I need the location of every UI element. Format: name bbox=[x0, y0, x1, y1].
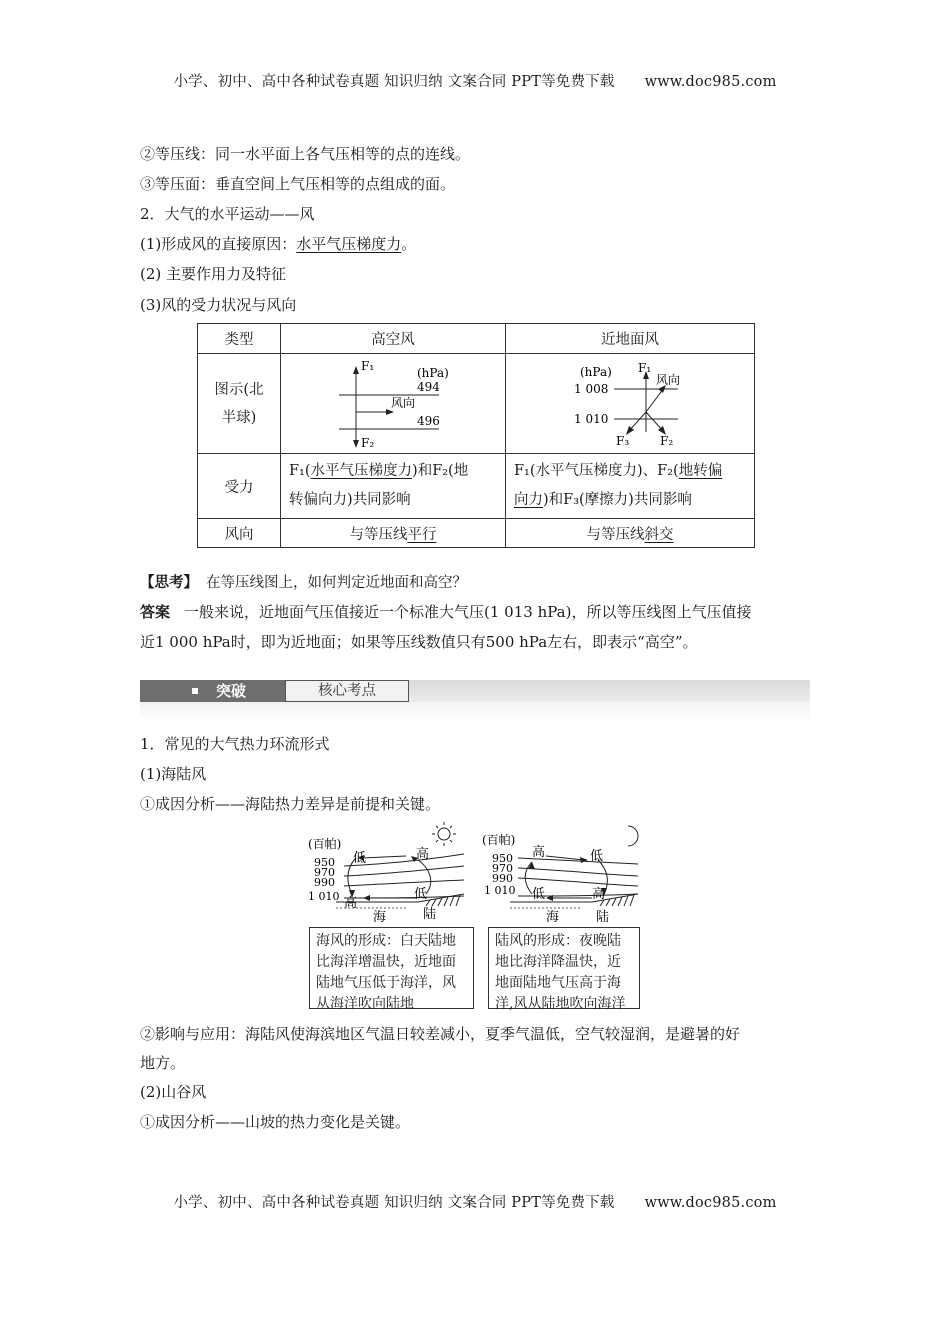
header-surface-wind: 近地面风 bbox=[506, 324, 755, 354]
land-cap-2: 地比海洋降温快，近 bbox=[495, 954, 621, 970]
land-land-label: 陆 bbox=[596, 910, 610, 925]
answer-line-1 bbox=[140, 601, 751, 622]
land-high-bot: 高 bbox=[592, 887, 606, 902]
upper-f2: F₂ bbox=[361, 436, 375, 449]
land-label: 陆 bbox=[423, 907, 437, 922]
sea-cap-3: 陆地气压低于海洋，风 bbox=[316, 975, 456, 991]
sea-p1010: 1 010 bbox=[308, 890, 340, 903]
surface-direction-b: 斜交 bbox=[644, 526, 674, 543]
land-p950: 950 bbox=[492, 852, 513, 865]
upper-forces-b: 水平气压梯度力 bbox=[310, 463, 413, 479]
force-label: 受力 bbox=[198, 454, 281, 519]
wind-cause-answer: 水平气压梯度力 bbox=[296, 235, 402, 253]
upper-forces bbox=[281, 454, 506, 519]
sea-breeze-diagram bbox=[306, 820, 476, 925]
answer-label: 答案 bbox=[140, 603, 171, 621]
sea-label: 海 bbox=[373, 910, 387, 925]
footer-url[interactable]: www.doc985.com bbox=[644, 1195, 777, 1211]
upper-p2: 496 bbox=[417, 414, 440, 428]
header-text: 小学、初中、高中各种试卷真题 知识归纳 文案合同 PPT等免费下载 bbox=[173, 74, 615, 90]
header-upper-wind: 高空风 bbox=[281, 324, 506, 354]
isobaric-surface-definition: ③等压面：垂直空间上气压相等的点组成的面。 bbox=[140, 175, 456, 193]
upper-wind-diagram-cell bbox=[281, 354, 506, 454]
answer-line-2: 近1 000 hPa时，即为近地面；如果等压线数值只有500 hPa左右，即表示“高空”。 bbox=[140, 633, 698, 651]
banner-breakthrough bbox=[140, 680, 285, 702]
upper-forces-a: F₁( bbox=[289, 463, 311, 479]
surface-forces-a: F₁(水平气压梯度力)、F₂( bbox=[514, 463, 679, 479]
sea-cap-1: 海风的形成：白天陆地 bbox=[316, 933, 456, 949]
wind-comparison-table bbox=[197, 323, 755, 548]
land-cap-4: 洋,风从陆地吹向海洋 bbox=[495, 996, 626, 1012]
sea-high-top: 高 bbox=[416, 847, 430, 862]
surface-forces-d: )和F₃(摩擦力)共同影响 bbox=[543, 492, 692, 508]
surface-f2: F₂ bbox=[660, 434, 674, 448]
direction-label: 风向 bbox=[198, 519, 281, 548]
land-low-bot: 低 bbox=[532, 887, 546, 902]
circulation-heading: 1．常见的大气热力环流形式 bbox=[140, 735, 330, 753]
surface-forces bbox=[506, 454, 755, 519]
wind-cause-line bbox=[140, 233, 416, 254]
upper-direction-b: 平行 bbox=[407, 526, 437, 543]
land-p970: 970 bbox=[492, 862, 513, 875]
sea-land-breeze-heading: (1)海陆风 bbox=[140, 765, 207, 783]
sea-p970: 970 bbox=[314, 866, 335, 879]
sea-low-bot: 低 bbox=[414, 887, 428, 902]
section-heading-wind: 2．大气的水平运动——风 bbox=[140, 205, 315, 223]
land-p990: 990 bbox=[492, 872, 513, 885]
surface-wind-diagram bbox=[506, 354, 754, 449]
mountain-valley-heading: (2)山谷风 bbox=[140, 1083, 207, 1101]
diagram-label-b: 半球) bbox=[221, 409, 257, 426]
header-url[interactable]: www.doc985.com bbox=[644, 74, 777, 90]
sea-p990: 990 bbox=[314, 876, 335, 889]
mountain-valley-cause: ①成因分析——山坡的热力变化是关键。 bbox=[140, 1113, 411, 1131]
land-breeze-diagram bbox=[480, 820, 650, 925]
section-banner bbox=[140, 680, 810, 720]
surface-f1: F₁ bbox=[638, 361, 652, 375]
sea-land-cause: ①成因分析——海陆热力差异是前提和关键。 bbox=[140, 795, 441, 813]
sea-low-top: 低 bbox=[353, 851, 367, 866]
sea-high-bot: 高 bbox=[344, 896, 358, 911]
diagram-label-a: 图示(北 bbox=[214, 381, 264, 398]
surface-wind-label: 风向 bbox=[656, 373, 681, 387]
banner-core-points: 核心考点 bbox=[285, 680, 409, 702]
land-cap-1: 陆风的形成：夜晚陆 bbox=[495, 933, 621, 949]
diagram-label bbox=[198, 354, 281, 454]
land-breeze-caption bbox=[488, 927, 640, 1012]
surface-p1: 1 008 bbox=[574, 382, 609, 396]
land-sea-label: 海 bbox=[546, 910, 560, 925]
upper-forces-c: )和F₂(地 bbox=[412, 463, 469, 479]
sea-p950: 950 bbox=[314, 856, 335, 869]
impact-line-2: 地方。 bbox=[140, 1054, 186, 1072]
upper-wind-label: 风向 bbox=[391, 396, 416, 410]
surface-direction-a: 与等压线 bbox=[586, 526, 645, 543]
impact-line-1: ②影响与应用：海陆风使海滨地区气温日较差减小，夏季气温低，空气较湿润，是避暑的好 bbox=[140, 1025, 741, 1043]
upper-wind-diagram bbox=[281, 354, 505, 449]
sea-breeze-caption bbox=[309, 927, 474, 1012]
land-cap-3: 地面陆地气压高于海 bbox=[495, 975, 621, 991]
answer-text-1: 一般来说，近地面气压值接近一个标准大气压(1 013 hPa)，所以等压线图上气压值接 bbox=[184, 603, 752, 621]
footer-text: 小学、初中、高中各种试卷真题 知识归纳 文案合同 PPT等免费下载 bbox=[173, 1195, 615, 1211]
surface-unit: (hPa) bbox=[580, 365, 612, 379]
page-footer bbox=[0, 1191, 950, 1212]
land-p1010: 1 010 bbox=[484, 884, 516, 897]
upper-p1: 494 bbox=[417, 380, 440, 394]
upper-unit: (hPa) bbox=[417, 366, 449, 380]
page-header bbox=[0, 70, 950, 91]
surface-direction bbox=[506, 519, 755, 548]
surface-forces-c: 向力 bbox=[514, 492, 543, 508]
think-tag: 【思考】 bbox=[140, 575, 198, 591]
surface-forces-b: 地转偏 bbox=[678, 463, 723, 479]
upper-direction-a: 与等压线 bbox=[349, 526, 408, 543]
land-unit: (百帕) bbox=[482, 833, 516, 847]
wind-cause-prefix: (1)形成风的直接原因： bbox=[140, 235, 297, 253]
upper-direction bbox=[281, 519, 506, 548]
wind-direction-heading: (3)风的受力状况与风向 bbox=[140, 296, 297, 314]
land-low-top: 低 bbox=[590, 849, 604, 864]
sea-unit: (百帕) bbox=[308, 837, 342, 851]
surface-wind-diagram-cell bbox=[506, 354, 755, 454]
isobar-definition: ②等压线：同一水平面上各气压相等的点的连线。 bbox=[140, 145, 471, 163]
surface-p2: 1 010 bbox=[574, 412, 609, 426]
header-type: 类型 bbox=[198, 324, 281, 354]
banner-breakthrough-text: 突破 bbox=[216, 682, 247, 700]
forces-heading: (2) 主要作用力及特征 bbox=[140, 265, 287, 283]
think-question bbox=[140, 571, 467, 592]
sea-cap-4: 从海洋吹向陆地 bbox=[316, 996, 414, 1012]
land-high-top: 高 bbox=[532, 845, 546, 860]
wind-cause-end: 。 bbox=[401, 235, 417, 253]
upper-forces-d: 转偏向力)共同影响 bbox=[289, 492, 411, 508]
think-question-text: 在等压线图上，如何判定近地面和高空？ bbox=[206, 575, 467, 591]
upper-f1: F₁ bbox=[361, 359, 375, 373]
surface-f3: F₃ bbox=[616, 434, 630, 448]
sea-cap-2: 比海洋增温快，近地面 bbox=[316, 954, 456, 970]
